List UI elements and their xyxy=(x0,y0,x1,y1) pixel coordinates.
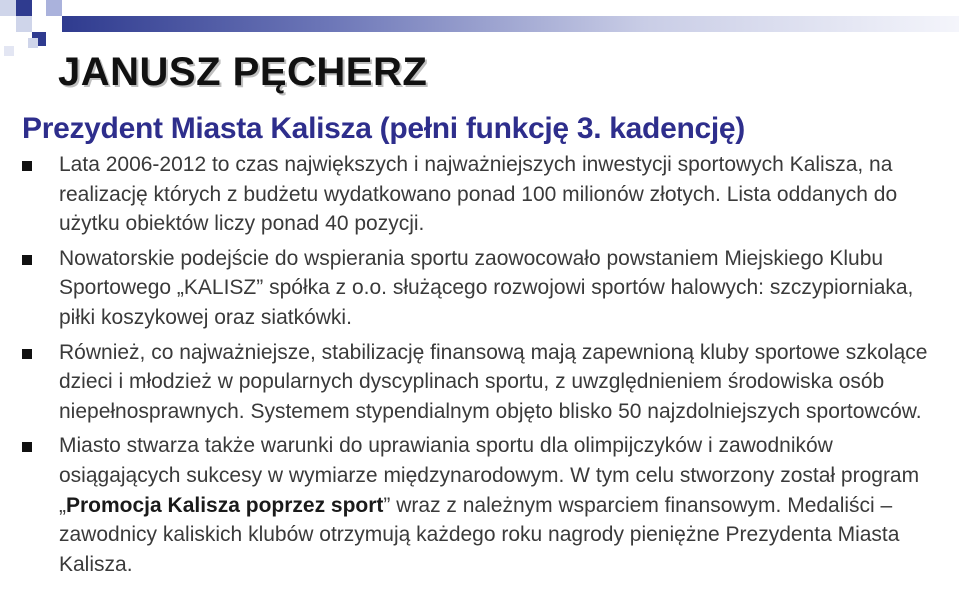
bullet-list xyxy=(22,150,942,584)
square-bullet-icon xyxy=(22,349,32,359)
square-bullet-icon xyxy=(22,255,32,265)
decor-square xyxy=(0,16,16,32)
slide-subtitle: Prezydent Miasta Kalisza (pełni funkcję 3. kadencję) xyxy=(22,112,745,145)
bullet-text: Nowatorskie podejście do wspierania sportu zaowocowało powstaniem Miejskiego Klubu Sportowego „KALISZ” spółka z o.o. służącego rozwojowi sportów halowych: szczypiorniaka, piłki koszykowej oraz siatkówki. xyxy=(59,246,914,329)
slide-title: JANUSZ PĘCHERZ xyxy=(58,50,428,94)
square-bullet-icon xyxy=(22,161,32,171)
bullet-item xyxy=(22,150,942,239)
header-gradient-bar xyxy=(62,16,959,32)
bullet-item xyxy=(22,431,942,579)
decor-square xyxy=(16,0,32,16)
bullet-text: Również, co najważniejsze, stabilizację finansową mają zapewnioną kluby sportowe szkolące dzieci i młodzież w popularnych dyscyplinach sportu, z uwzględnieniem środowiska osób niepełnosprawnych. Systemem stypendialnym objęto blisko 50 najzdolniejszych sportowców. xyxy=(59,340,928,423)
decor-square xyxy=(0,0,16,16)
decor-square xyxy=(16,16,32,32)
program-name: Promocja Kalisza poprzez sport xyxy=(66,493,384,517)
decor-square xyxy=(46,0,62,16)
decor-square xyxy=(4,46,14,56)
decor-square xyxy=(28,38,38,48)
bullet-item xyxy=(22,338,942,427)
square-bullet-icon xyxy=(22,442,32,452)
bullet-text-start: Miasto stwarza także warunki do uprawiania sportu dla olimpijczyków i zawodników osiągających sukcesy w wymiarze międzynarodowym. W tym celu stworzony został program „ xyxy=(59,434,920,517)
bullet-text-end: ” wraz z należnym wsparciem finansowym. Medaliści – zawodnicy kaliskich klubów otrzymują każdego roku nagrody pieniężne Prezydenta Miasta Kalisza. xyxy=(59,493,900,576)
bullet-item xyxy=(22,244,942,333)
bullet-text: Lata 2006-2012 to czas największych i najważniejszych inwestycji sportowych Kalisza, na realizację których z budżetu wydatkowano ponad 100 milionów złotych. Lista oddanych do użytku obiektów liczy ponad 40 pozycji. xyxy=(59,153,898,236)
